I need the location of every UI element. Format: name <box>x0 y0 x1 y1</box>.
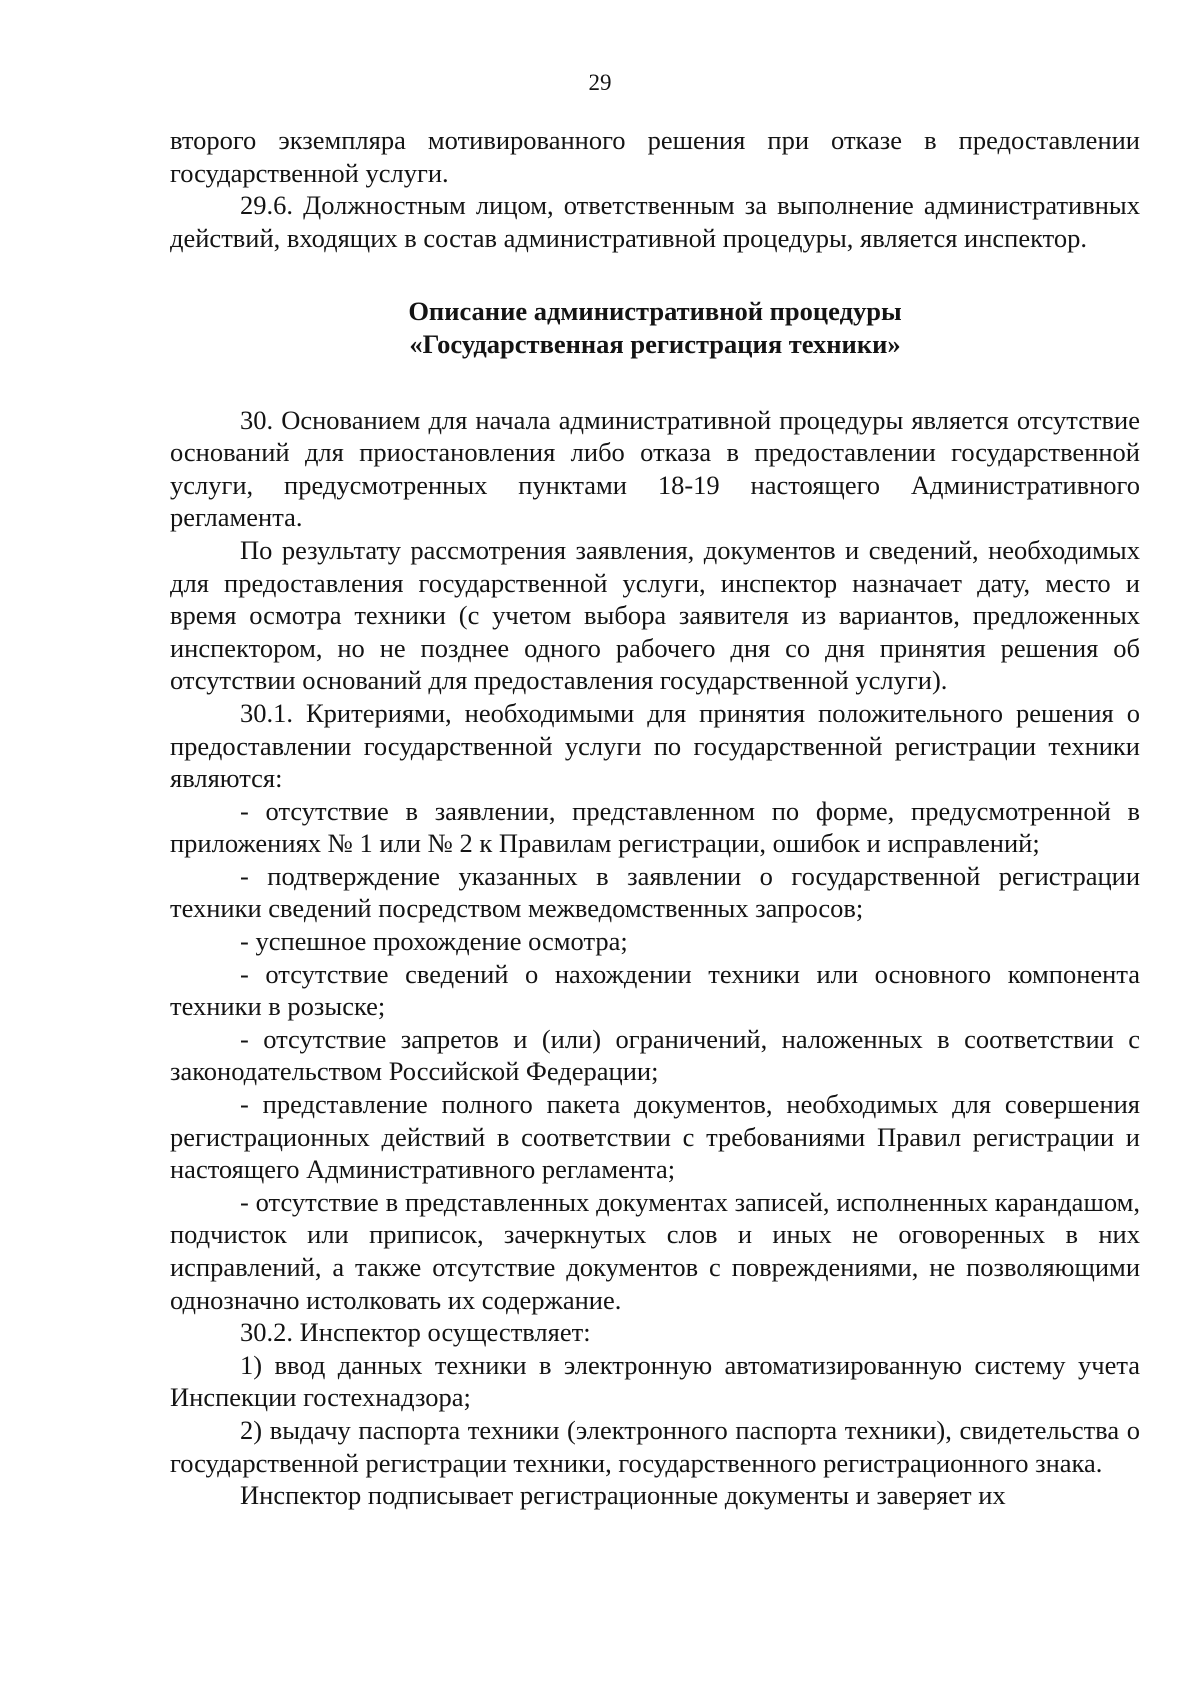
list-item-criterion: - отсутствие в представленных документах записей, исполненных карандашом, подчисток или приписок, зачеркнутых слов и иных не оговоренных в них исправлений, а также отсутствие документов с повреждениями, не позволяющими однозначно истолковать их содержание. <box>170 1186 1140 1315</box>
list-item-criterion: - отсутствие сведений о нахождении техники или основного компонента техники в розыске; <box>170 958 1140 1022</box>
list-item-criterion: - подтверждение указанных в заявлении о государственной регистрации техники сведений посредством межведомственных запросов; <box>170 860 1140 924</box>
section-heading-line-2: «Государственная регистрация техники» <box>409 328 901 359</box>
list-item-action: 1) ввод данных техники в электронную автоматизированную систему учета Инспекции гостехнадзора; <box>170 1349 1140 1413</box>
paragraph-30-2: 30.2. Инспектор осуществляет: <box>240 1317 591 1348</box>
document-body <box>170 124 1140 1512</box>
list-item-criterion: - отсутствие запретов и (или) ограничений, наложенных в соответствии с законодательством Российской Федерации; <box>170 1023 1140 1087</box>
paragraph-29-6: 29.6. Должностным лицом, ответственным за выполнение административных действий, входящих в состав административной процедуры, является инспектор. <box>170 190 1140 253</box>
paragraph-30: 30. Основанием для начала административной процедуры является отсутствие оснований для приостановления либо отказа в предоставлении государственной услуги, предусмотренных пунктами 18-19 настоящего Административного регламента. <box>170 404 1140 533</box>
list-item-criterion: - представление полного пакета документов, необходимых для совершения регистрационных действий в соответствии с требованиями Правил регистрации и настоящего Административного регламента; <box>170 1089 1140 1185</box>
section-heading-line-1: Описание административной процедуры <box>408 296 902 327</box>
section-heading <box>170 295 1140 360</box>
list-item-action: 2) выдачу паспорта техники (электронного паспорта техники), свидетельства о государственной регистрации техники, государственного регистрационного знака. <box>170 1414 1140 1478</box>
list-item-criterion: - отсутствие в заявлении, представленном по форме, предусмотренной в приложениях № 1 или № 2 к Правилам регистрации, ошибок и исправлений; <box>170 795 1140 859</box>
page-number: 29 <box>588 70 612 95</box>
list-item-criterion: - успешное прохождение осмотра; <box>240 926 628 957</box>
paragraph-signing: Инспектор подписывает регистрационные документы и заверяет их <box>240 1480 1006 1511</box>
paragraph-30-1: 30.1. Критериями, необходимыми для принятия положительного решения о предоставлении государственной услуги по государственной регистрации техники являются: <box>170 697 1140 794</box>
paragraph-inspection: По результату рассмотрения заявления, документов и сведений, необходимых для предоставления государственной услуги, инспектор назначает дату, место и время осмотра техники (с учетом выбора заявителя из вариантов, предложенных инспектором, но не позднее одного рабочего дня со дня принятия решения об отсутствии оснований для предоставления государственной услуги). <box>170 534 1140 696</box>
paragraph-continuation: второго экземпляра мотивированного решения при отказе в предоставлении государственной услуги. <box>170 125 1140 188</box>
